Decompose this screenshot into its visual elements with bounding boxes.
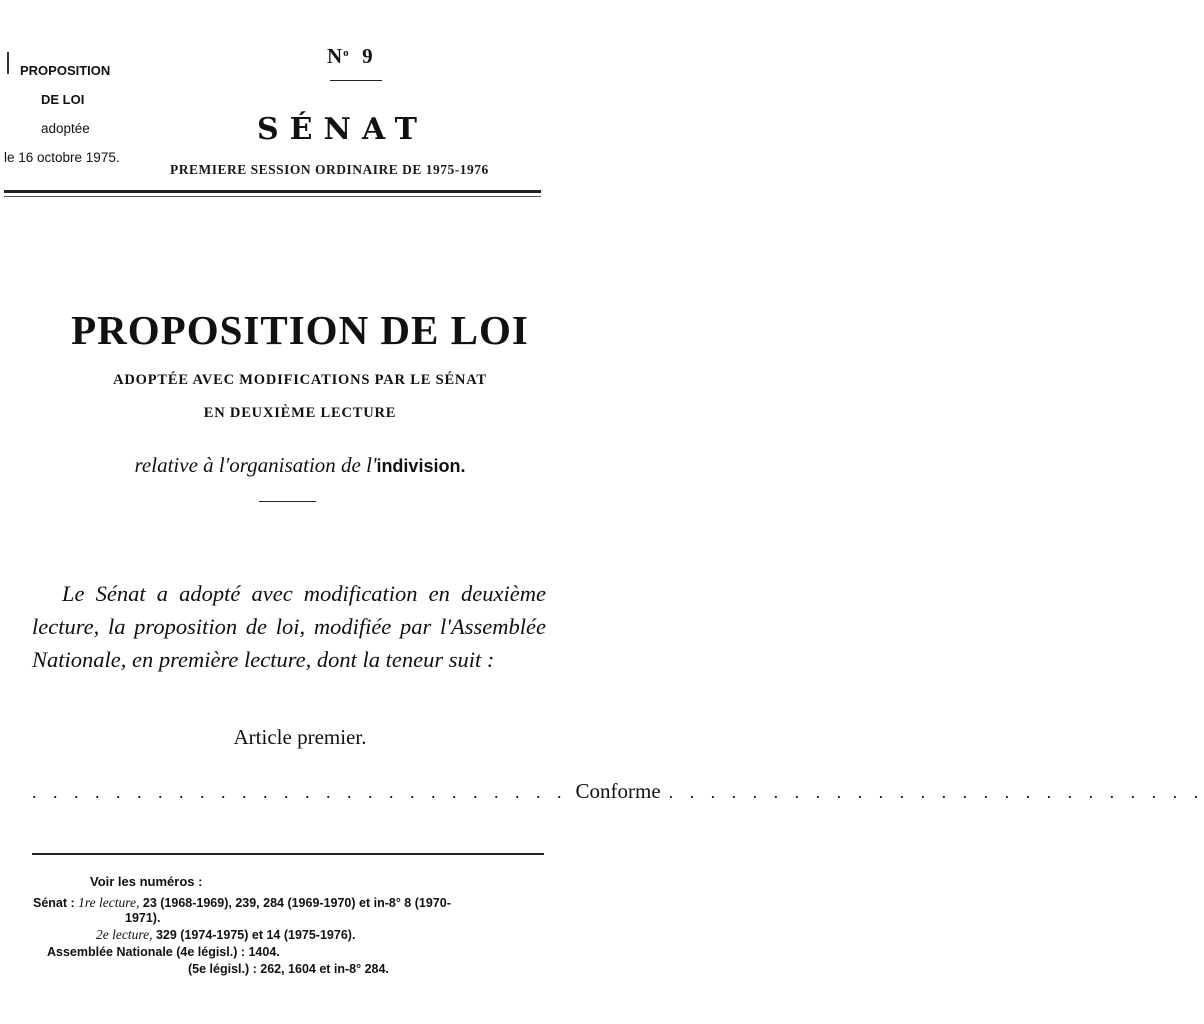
leader-dots-right: . . . . . . . . . . . . . . . . . . . . . . . . . . bbox=[668, 782, 1204, 802]
institution-name: SÉNAT bbox=[257, 112, 428, 147]
assemblee-4th-refs: (4e législ.) : 1404. bbox=[176, 945, 280, 959]
title-divider bbox=[259, 501, 316, 502]
number-label: N bbox=[327, 44, 344, 68]
subtitle-line2: EN DEUXIÈME LECTURE bbox=[203, 405, 397, 421]
doc-type-line1: PROPOSITION bbox=[20, 63, 111, 78]
page-title: PROPOSITION DE LOI bbox=[71, 307, 529, 353]
subject-prefix: relative à l'organisation de l' bbox=[134, 453, 377, 477]
document-number bbox=[327, 44, 374, 69]
number-superscript: o bbox=[343, 47, 350, 59]
margin-mark bbox=[7, 52, 9, 74]
adopted-label: adoptée bbox=[41, 121, 90, 136]
subject-line bbox=[0, 453, 600, 478]
first-reading-refs: 23 (1968-1969), 239, 284 (1969-1970) et in-8° 8 (1970- bbox=[142, 896, 451, 910]
first-reading-label: 1re lecture, bbox=[78, 895, 140, 910]
header-rule-thin bbox=[4, 196, 541, 197]
second-reading-refs: 329 (1974-1975) et 14 (1975-1976). bbox=[155, 928, 356, 942]
footnote-heading: Voir les numéros : bbox=[90, 874, 203, 889]
doc-type-line2: DE LOI bbox=[41, 92, 85, 107]
conforme-label: Conforme bbox=[575, 779, 661, 803]
footnote-rule bbox=[32, 853, 544, 855]
senat-label: Sénat : bbox=[33, 896, 75, 910]
footnote-an-line1 bbox=[47, 945, 280, 959]
leader-dots-left: . . . . . . . . . . . . . . . . . . . . . . . . . . bbox=[32, 782, 568, 802]
footnote-an-line2: (5e législ.) : 262, 1604 et in-8° 284. bbox=[188, 962, 389, 976]
footnote-senat-line1 bbox=[33, 895, 451, 911]
assemblee-label: Assemblée Nationale bbox=[47, 945, 173, 959]
number-underline bbox=[330, 80, 382, 81]
header-rule-thick bbox=[4, 190, 541, 193]
subtitle-line1: ADOPTÉE AVEC MODIFICATIONS PAR LE SÉNAT bbox=[113, 372, 487, 388]
footnote-senat-line2 bbox=[96, 927, 355, 943]
body-paragraph-text: Le Sénat a adopté avec modification en deuxième lecture, la proposition de loi, modifiée par l'Assemblée Nationale, en première lecture, dont la teneur suit : bbox=[32, 581, 546, 672]
article-heading: Article premier. bbox=[233, 725, 367, 749]
number-value: 9 bbox=[362, 44, 374, 68]
adoption-date: le 16 octobre 1975. bbox=[4, 150, 120, 165]
conforme-row bbox=[32, 779, 1204, 804]
session-line: PREMIERE SESSION ORDINAIRE DE 1975-1976 bbox=[170, 162, 489, 177]
second-reading-label: 2e lecture, bbox=[96, 927, 153, 942]
subject-keyword: indivision. bbox=[376, 456, 466, 476]
body-paragraph bbox=[32, 577, 546, 676]
footnote-senat-line1-cont: 1971). bbox=[125, 911, 161, 925]
